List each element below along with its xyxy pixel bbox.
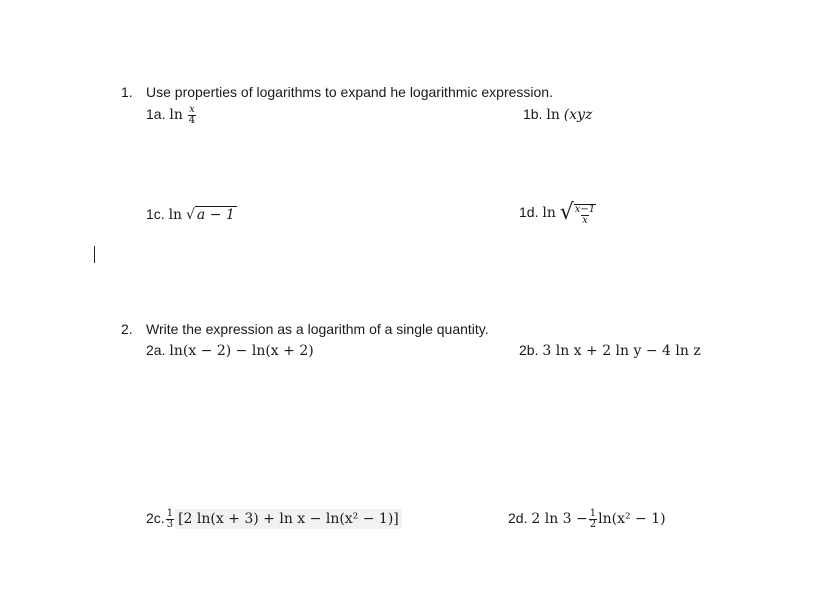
question-2-instruction: Write the expression as a logarithm of a single quantity. xyxy=(146,321,489,337)
fraction-denominator: 4 xyxy=(188,115,196,126)
problem-2b xyxy=(519,342,701,359)
question-1-number: 1. xyxy=(121,84,133,100)
problem-2b-expression: 3 ln x + 2 ln y − 4 ln z xyxy=(542,343,701,359)
question-2-number: 2. xyxy=(121,321,133,337)
fraction-x-minus-1-over-x xyxy=(574,204,596,226)
problem-1b-expression: (xyz xyxy=(563,107,593,123)
problem-1b-label: 1b. xyxy=(523,106,543,122)
fraction-numerator: x xyxy=(189,104,195,115)
radical-sign-icon: √ xyxy=(185,207,195,223)
fraction-numerator: 1 xyxy=(589,508,597,519)
problem-2c-label: 2c. xyxy=(146,510,165,527)
fraction-one-half xyxy=(589,509,597,530)
problem-1c-label: 1c. xyxy=(146,206,165,222)
text-cursor xyxy=(94,246,95,263)
fraction-denominator: 3 xyxy=(166,519,174,530)
fraction-denominator: x xyxy=(582,215,588,227)
question-1-instruction: Use properties of logarithms to expand he logarithmic expression. xyxy=(146,84,553,100)
square-root xyxy=(560,200,597,226)
ln-operator: ln xyxy=(168,207,183,223)
problem-2c-expression: [2 ln(x + 3) + ln x − ln(x² − 1)] xyxy=(175,509,402,529)
problem-2a xyxy=(146,342,314,359)
problem-2d-prefix: 2 ln 3 − xyxy=(531,511,588,528)
problem-2d-suffix: ln(x² − 1) xyxy=(598,511,666,528)
ln-operator: ln xyxy=(169,107,183,124)
problem-2b-label: 2b. xyxy=(519,342,539,358)
problem-1d xyxy=(519,200,597,226)
problem-2d xyxy=(508,509,666,530)
problem-2a-expression: ln(x − 2) − ln(x + 2) xyxy=(169,343,314,359)
fraction-x-over-4 xyxy=(188,105,196,126)
problem-1c xyxy=(146,206,237,223)
problem-2d-label: 2d. xyxy=(508,510,528,527)
fraction-numerator: x−1 xyxy=(574,204,596,216)
problem-2c xyxy=(146,509,402,530)
problem-1b xyxy=(523,106,592,123)
fraction-denominator: 2 xyxy=(589,519,597,530)
ln-operator: ln xyxy=(546,107,560,123)
ln-operator: ln xyxy=(542,204,556,221)
problem-1a xyxy=(146,105,197,126)
problem-2a-label: 2a. xyxy=(146,342,166,358)
problem-1d-label: 1d. xyxy=(519,203,539,220)
square-root xyxy=(186,206,237,223)
radical-sign-icon: √ xyxy=(559,200,574,225)
problem-1c-radicand: a − 1 xyxy=(196,207,235,223)
problem-1a-label: 1a. xyxy=(146,106,166,123)
fraction-one-third xyxy=(166,509,174,530)
fraction-numerator: 1 xyxy=(166,508,174,519)
